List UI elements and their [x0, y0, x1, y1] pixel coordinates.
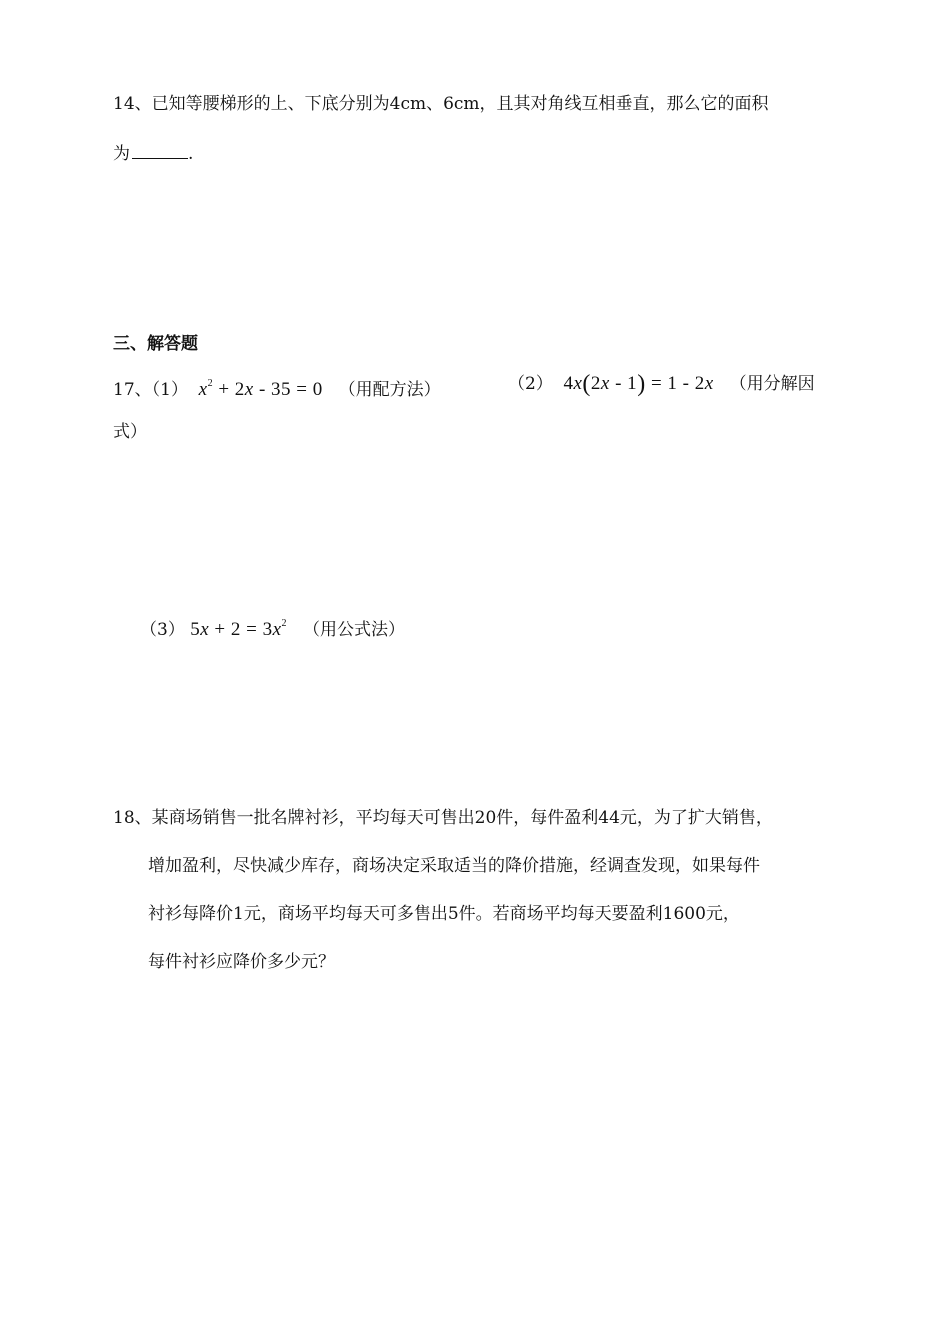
q18-text-line3: 衬衫每降价1元，商场平均每天可多售出5件。若商场平均每天要盈利1600元，: [148, 904, 740, 924]
q18-line2: [148, 854, 760, 878]
section-heading-text: 三、解答题: [113, 334, 198, 354]
q18-line1: [113, 806, 773, 830]
q14-text-suffix: .: [188, 144, 194, 164]
q17-part2-label: （2）: [508, 374, 553, 394]
q14-text-prefix: 为: [113, 144, 130, 164]
q17-part1-equation: $x^2 + 2x - 35 = 0$: [198, 378, 334, 400]
q14-line2: [113, 140, 193, 166]
answer-blank: [132, 140, 188, 159]
q14-text-line1: 14、已知等腰梯形的上、下底分别为4cm、6cm，且其对角线互相垂直，那么它的面积: [113, 94, 769, 114]
q18-text-line2: 增加盈利，尽快减少库存，商场决定采取适当的降价措施，经调查发现，如果每件: [148, 856, 760, 876]
q17-part2: [508, 372, 815, 396]
q14-line1: [113, 92, 769, 116]
q18-line4: [148, 950, 335, 974]
q17-part2-method: （用分解因: [729, 374, 815, 394]
q17-part3-equation: $5x + 2 = 3x^2$: [190, 618, 288, 640]
q17-number: 17、: [113, 380, 152, 400]
q18-text-line1: 18、某商场销售一批名牌衬衫，平均每天可售出20件，每件盈利44元，为了扩大销售，: [113, 808, 773, 828]
q18-line3: [148, 902, 740, 926]
q17-part3-label: （3）: [140, 620, 185, 640]
q17-line2: [113, 420, 147, 444]
q17-line1: [113, 372, 441, 402]
q17-part2-equation: 4x(2x - 1) = 1 - 2x: [558, 371, 714, 397]
q17-part1-label: （1）: [151, 380, 188, 400]
q18-text-line4: 每件衬衫应降价多少元？: [148, 952, 335, 972]
q17-part3: [140, 612, 405, 642]
q17-part3-method: （用公式法）: [302, 620, 405, 640]
section-heading: [113, 332, 198, 356]
q17-part1-method: （用配方法）: [338, 380, 441, 400]
q17-part2-method-cont: 式）: [113, 422, 147, 442]
